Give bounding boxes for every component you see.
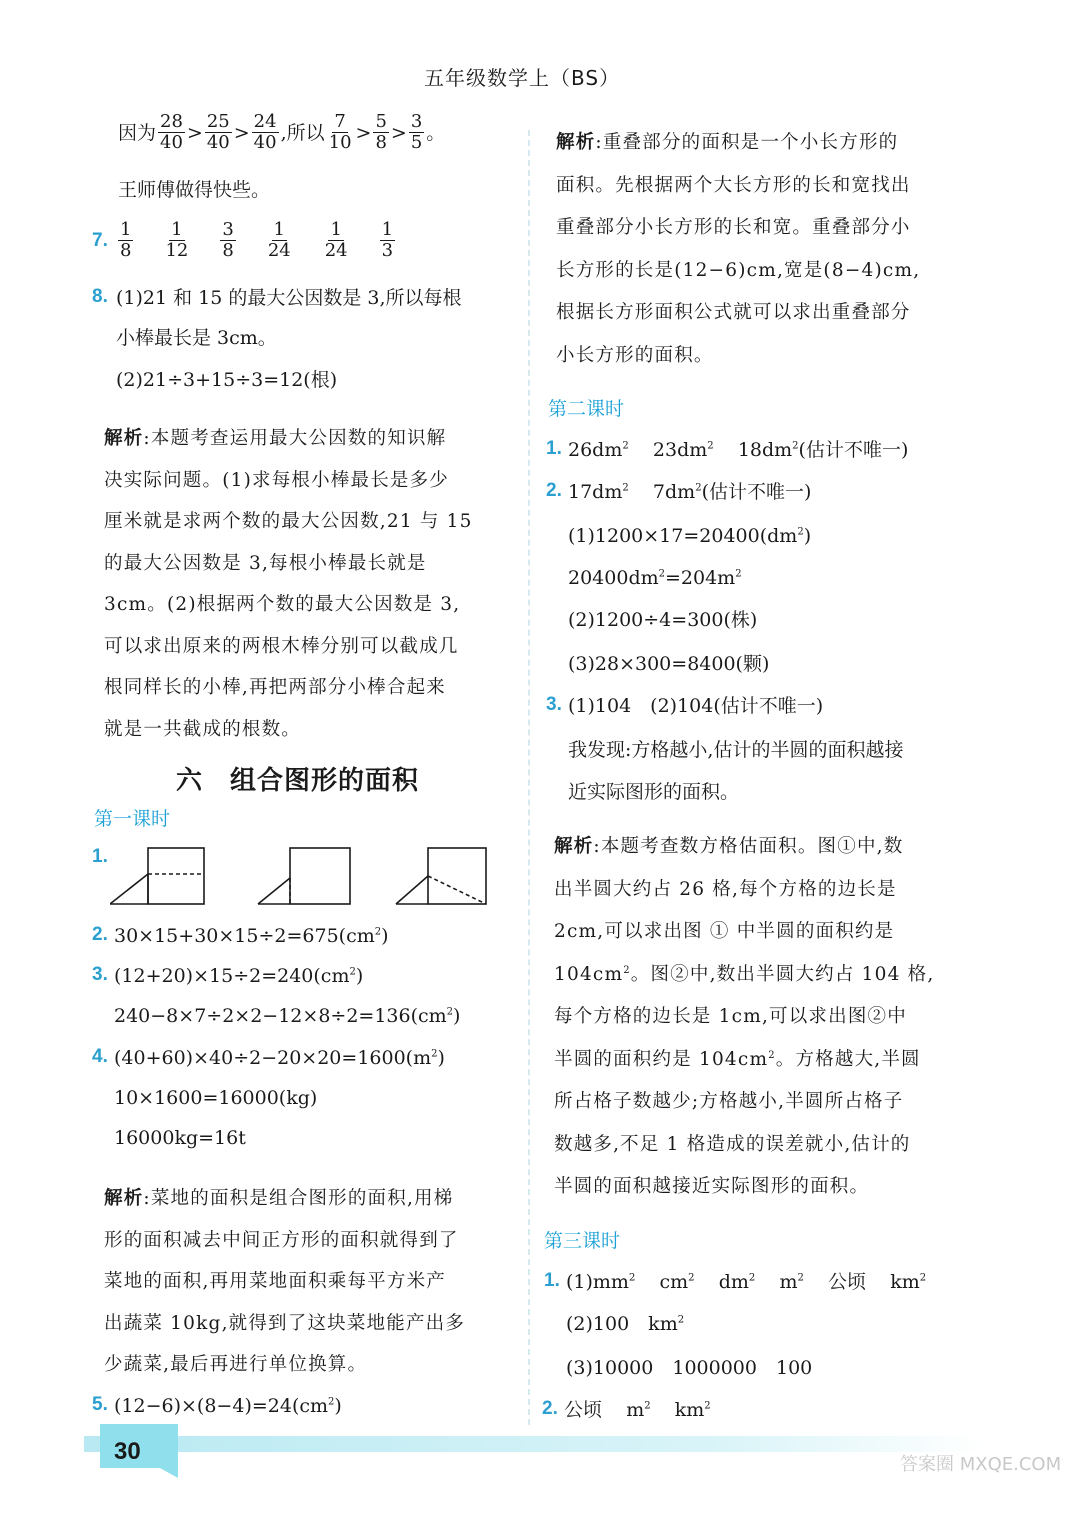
question-number: 5. [92,1394,108,1415]
composite-shape-figures [110,842,494,912]
question-number: 1. [546,438,562,459]
analysis-block: 解析:重叠部分的面积是一个小长方形的 面积。先根据两个大长方形的长和宽找出 重叠部分小长方形的长和宽。重叠部分小 长方形的长是(12−6)cm,宽是(8−4)cm, 根据长方形面积公式就可以求出重叠部分 小长方形的面积。 [556,132,921,366]
lesson-heading: 第二课时 [548,398,625,420]
question-number: 2. [546,480,562,501]
equation: $20400dm^2=204m^2$ [568,567,742,589]
equation: $240-8\times 7\div 2\times 2-12\times 8\div 2=136(cm^2)$ [114,1005,461,1027]
equation: $(40+60)\times 40\div 2-20\times 20=1600(m^2)$ [114,1047,445,1069]
question-number: 7. [92,230,108,251]
answer-text: $(1)mm^2$ $cm^2$ $dm^2$ $m^2$ 公顷 $km^2$ [566,1271,927,1293]
page-number: 30 [114,1438,141,1465]
question-number: 2. [92,924,108,945]
equation: $(12+20)\times 15\div 2=240(cm^2)$ [114,965,364,987]
answer-text: (1)104 (2)104(估计不唯一) [568,695,824,717]
fraction-list: $\frac{1}{8}$ $\frac{1}{12}$ $\frac{3}{8}$ $\frac{1}{24}$ $\frac{1}{24}$ $\frac{1}{3}$ [120,219,394,261]
equation: 10×1600=16000(kg) [114,1087,318,1109]
analysis-block: 解析:本题考查数方格估面积。图①中,数 出半圆大约占 26 格,每个方格的边长是 2cm,可以求出图 ① 中半圆的面积约是 $104cm^2$。图②中,数出半圆大约占 104 格, 每个方格的边长是 1cm,可以求出图②中 半圆的面积约是 $104cm^2$。方格越大,半圆 所占格子数越少;方格越小,半圆所占格子 数越多,不足 1 格造成的误差就小,估计的 半圆的面积越接近实际图形的面积。 [554,836,935,1197]
chapter-title: 六 组合图形的面积 [176,766,420,796]
answer-text: (3)10000 1000000 100 [566,1357,813,1379]
answer-text: $17dm^2$ $7dm^2$(估计不唯一) [568,481,812,503]
equation: $30\times 15+30\times 15\div 2=675(cm^2)$ [114,925,389,947]
figure-1 [110,848,204,904]
page-header: 五年级数学上（BS） [424,66,621,90]
question-number: 1. [544,1270,560,1291]
analysis-block: 解析:本题考查运用最大公因数的知识解 决实际问题。(1)求每根小棒最长是多少 厘米就是求两个数的最大公因数,21 与 15 的最大公因数是 3,每根小棒最长就是 3cm。(2)根据两个数的最大公因数是 3, 可以求出原来的两根木棒分别可以截成几 根同样长的小棒,再把两部分小棒合起来 就是一共截成的根数。 [104,428,473,740]
question-number: 3. [546,694,562,715]
equation: $(12-6)\times(8-4)=24(cm^2)$ [114,1395,342,1417]
question-number: 4. [92,1046,108,1067]
watermark: 答案圈 MXQE.COM [900,1454,1062,1475]
question-number: 2. [542,1398,558,1419]
answer-text: 我发现:方格越小,估计的半圆的面积越接 [568,739,904,761]
question-number: 8. [92,286,108,307]
equation: (3)28×300=8400(颗) [568,653,770,675]
answer-text: 王师傅做得快些。 [118,179,271,201]
lesson-heading: 第三课时 [544,1230,621,1252]
equation: $(1)1200\times 17=20400(dm^2)$ [568,525,812,547]
column-divider [528,130,530,1425]
equation: 16000kg=16t [114,1127,246,1149]
footer-strip [84,1436,984,1452]
figure-2 [258,848,350,904]
answer-text: 近实际图形的面积。 [568,781,740,803]
answer-text: $26dm^2$ $23dm^2$ $18dm^2$(估计不唯一) [568,439,909,461]
question-number: 1. [92,846,108,867]
analysis-block: 解析:菜地的面积是组合图形的面积,用梯 形的面积减去中间正方形的面积就得到了 菜地的面积,再用菜地面积乘每平方米产 出蔬菜 10kg,就得到了这块菜地能产出多 少蔬菜,最后再进行单位换算。 [104,1188,466,1375]
answer-text: (2)21÷3+15÷3=12(根) [116,369,338,391]
lesson-heading: 第一课时 [94,808,171,830]
answer-text: (2)100 $km^2$ [566,1313,685,1335]
figure-3 [396,848,486,904]
answer-text: 公顷 $m^2$ $km^2$ [564,1399,711,1421]
equation: (2)1200÷4=300(株) [568,609,758,631]
question-number: 3. [92,964,108,985]
answer-text: (1)21 和 15 的最大公因数是 3,所以每根 [116,287,462,309]
fraction-comparison: 因为 $\frac{28}{40}$ > $\frac{25}{40}$ > $\frac{24}{40}$ ,所以 $\frac{7}{10}$ > $\frac{5}{8}$ > $\frac{3}{5}$ 。 [118,111,446,153]
answer-text: 小棒最长是 3cm。 [116,327,277,349]
